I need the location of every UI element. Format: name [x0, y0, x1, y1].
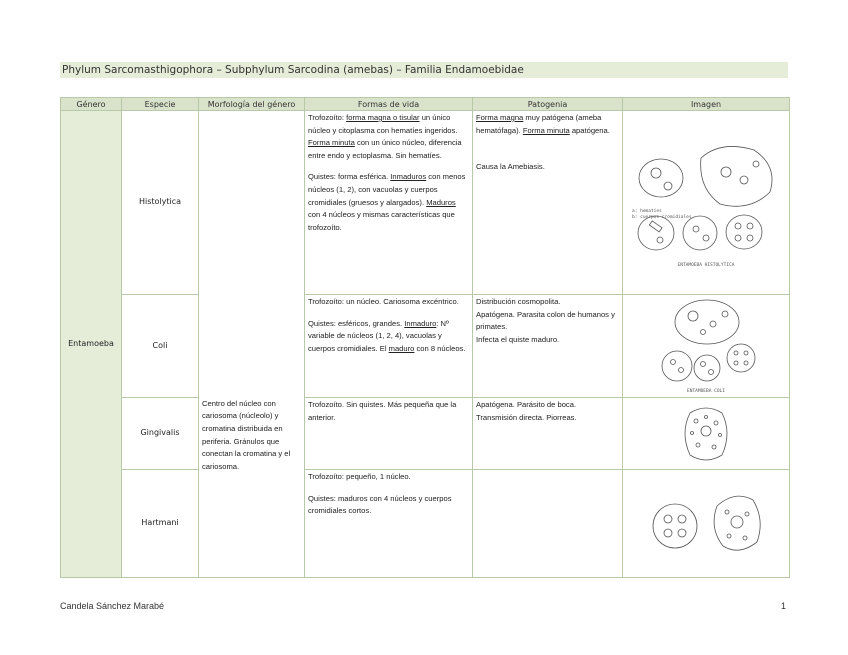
coli-illustration: [651, 296, 761, 396]
histolytica-illustration: [626, 128, 786, 278]
table-row: [61, 111, 790, 295]
caption-histolytica: ENTAMOEBA HISTOLYTICA: [677, 262, 735, 268]
page-number: 1: [781, 601, 787, 611]
species-hartmani: Hartmani: [122, 470, 199, 578]
footer-author: Candela Sánchez Marabé: [60, 601, 165, 611]
table-row: [61, 398, 790, 470]
gingivalis-illustration: [676, 401, 736, 467]
header-imagen: Imagen: [623, 98, 790, 111]
table-row: [61, 470, 790, 578]
forms-coli: Trofozoíto: un núcleo. Cariosoma excéntrico. Quistes: esféricos, grandes. Inmaduro: Nº variable de núcleos (1, 2, 4), vacuolas y cuerpos cromidiales. El maduro con 8 núcleos.: [305, 295, 473, 398]
image-gingivalis: [623, 398, 790, 470]
forms-histolytica: Trofozoíto: forma magna o tisular un único núcleo y citoplasma con hematíes ingeridos. Forma minuta con un único núcleo, diferencia entre endo y ectoplasma. Sin hematíes. Quistes: forma esférica. Inmaduros con menos núcleos (1, 2), con vacuolas y cuerpos cromidiales (gruesos y alargados). Maduros con 4 núcleos y mismas características que trofozoíto.: [305, 111, 473, 295]
image-hartmani: [623, 470, 790, 578]
legend-hematies: a: hematíes: [632, 208, 662, 214]
pathogenesis-coli: Distribución cosmopolita. Apatógena. Parasita colon de humanos y primates. Infecta el quiste maduro.: [473, 295, 623, 398]
species-gingivalis: Gingivalis: [122, 398, 199, 470]
species-histolytica: Histolytica: [122, 111, 199, 295]
pathogenesis-hartmani: [473, 470, 623, 578]
morphology-cell: [199, 111, 305, 578]
header-especie: Especie: [122, 98, 199, 111]
forms-gingivalis: Trofozoíto. Sin quistes. Más pequeña que la anterior.: [305, 398, 473, 470]
image-histolytica: [623, 111, 790, 295]
forms-hartmani: Trofozoíto: pequeño, 1 núcleo. Quistes: maduros con 4 núcleos y cuerpos cromidiales cortos.: [305, 470, 473, 578]
page-title: Phylum Sarcomasthigophora – Subphylum Sarcodina (amebas) – Familia Endamoebidae: [60, 62, 788, 78]
pathogenesis-histolytica: Forma magna muy patógena (ameba hematófaga). Forma minuta apatógena. Causa la Amebiasis.: [473, 111, 623, 295]
hartmani-illustration: [641, 484, 771, 564]
classification-table: [60, 97, 790, 578]
table-row: [61, 295, 790, 398]
species-coli: Coli: [122, 295, 199, 398]
table-header-row: [61, 98, 790, 111]
genus-cell: Entamoeba: [61, 111, 122, 578]
pathogenesis-gingivalis: Apatógena. Parásito de boca. Transmisión directa. Piorreas.: [473, 398, 623, 470]
header-formas: Formas de vida: [305, 98, 473, 111]
header-genero: Género: [61, 98, 122, 111]
header-morfologia: Morfología del género: [199, 98, 305, 111]
header-patogenia: Patogenia: [473, 98, 623, 111]
morphology-text: Centro del núcleo con cariosoma (núcleolo) y cromatina distribuida en periferia. Gránulos que conectan la cromatina y el cariosoma.: [202, 398, 291, 471]
legend-cuerpos: b: cuerpos cromidiales: [632, 214, 692, 220]
caption-coli: ENTAMOEBA COLI: [687, 389, 725, 394]
image-coli: [623, 295, 790, 398]
